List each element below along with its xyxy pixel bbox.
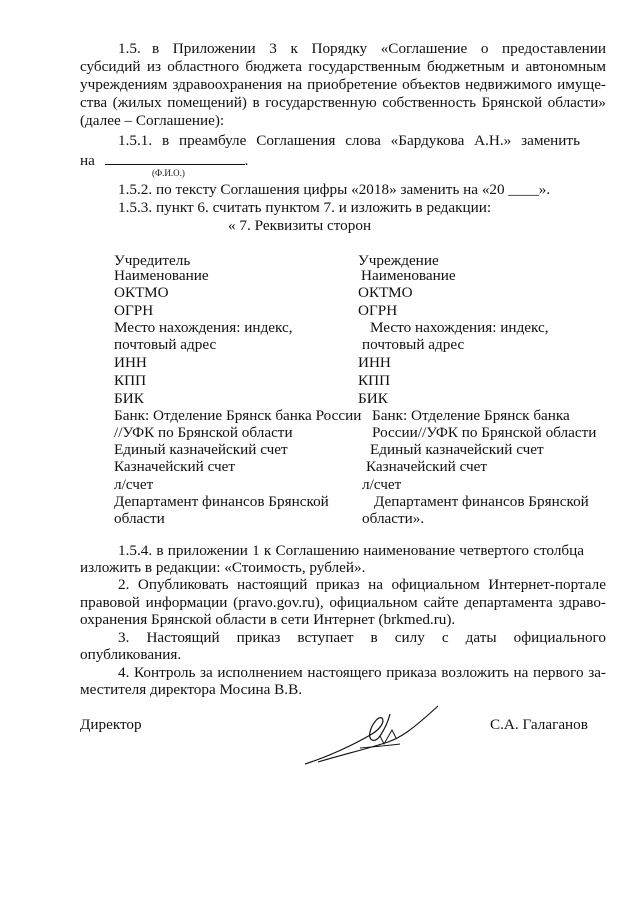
founder-treasury-account: Единый казначейский счет <box>114 441 288 458</box>
item-4-line-1: 4. Контроль за исполнением настоящего приказа возложить на первого за- <box>118 664 606 681</box>
institution-name: Наименование <box>361 267 456 284</box>
founder-personal-account: л/счет <box>114 476 154 493</box>
item-1-5-1-na: на <box>80 152 95 169</box>
institution-bank-2: России//УФК по Брянской области <box>372 424 597 441</box>
institution-ogrn: ОГРН <box>358 302 398 319</box>
item-1-5-2: 1.5.2. по тексту Соглашения цифры «2018» заменить на «20 ____». <box>118 181 551 198</box>
signature-role: Директор <box>80 716 142 733</box>
institution-kpp: КПП <box>358 372 391 389</box>
founder-inn: ИНН <box>114 354 147 371</box>
founder-department-1: Департамент финансов Брянской <box>114 493 329 510</box>
item-1-5-4-line-2: изложить в редакции: «Стоимость, рублей». <box>80 559 366 576</box>
institution-inn: ИНН <box>358 354 391 371</box>
founder-kpp: КПП <box>114 372 147 389</box>
item-1-5-1-end: . <box>244 152 249 169</box>
institution-bik: БИК <box>358 390 388 407</box>
founder-address-2: почтовый адрес <box>114 336 217 353</box>
item-2-line-2: правовой информации (pravo.gov.ru), официальном сайте департамента здраво- <box>80 594 606 611</box>
item-1-5-1-line-2 <box>80 151 248 169</box>
founder-bik: БИК <box>114 390 144 407</box>
institution-title: Учреждение <box>358 252 439 269</box>
item-1-5-number: 1.5. <box>118 40 141 57</box>
institution-treasury-account-2: Казначейский счет <box>366 458 488 475</box>
founder-ogrn: ОГРН <box>114 302 154 319</box>
fio-blank-line <box>105 151 245 165</box>
institution-address-1: Место нахождения: индекс, <box>370 319 549 336</box>
item-3-line-1: 3. Настоящий приказ вступает в силу с даты официального <box>118 629 606 646</box>
institution-bank-1: Банк: Отделение Брянск банка <box>372 407 570 424</box>
founder-bank-2: //УФК по Брянской области <box>114 424 293 441</box>
item-1-5-line-2: субсидий из областного бюджета государственным бюджетным и автономным <box>80 58 606 75</box>
item-1-5-line-5: (далее – Соглашение): <box>80 112 225 129</box>
item-2-line-3: охранения Брянской области в сети Интернет (brkmed.ru). <box>80 611 456 628</box>
item-2-line-1: 2. Опубликовать настоящий приказ на официальном Интернет-портале <box>118 576 606 593</box>
item-1-5-3: 1.5.3. пункт 6. считать пунктом 7. и изложить в редакции: <box>118 199 492 216</box>
founder-oktmo: ОКТМО <box>114 284 169 301</box>
item-1-5-line-1: в Приложении 3 к Порядку «Соглашение о предоставлении <box>152 40 606 57</box>
founder-bank-1: Банк: Отделение Брянск банка России <box>114 407 362 424</box>
founder-treasury-account-2: Казначейский счет <box>114 458 236 475</box>
signature-name: С.А. Галаганов <box>490 716 588 733</box>
institution-oktmo: ОКТМО <box>358 284 413 301</box>
institution-department-2: области». <box>362 510 425 527</box>
founder-title: Учредитель <box>114 252 191 269</box>
institution-address-2: почтовый адрес <box>362 336 465 353</box>
founder-name: Наименование <box>114 267 209 284</box>
fio-caption: (Ф.И.О.) <box>152 168 185 178</box>
item-3-line-2: опубликования. <box>80 646 182 663</box>
handwritten-signature <box>300 700 450 770</box>
item-4-line-2: местителя директора Мосина В.В. <box>80 681 302 698</box>
founder-department-2: области <box>114 510 165 527</box>
institution-department-1: Департамент финансов Брянской <box>374 493 589 510</box>
founder-address-1: Место нахождения: индекс, <box>114 319 293 336</box>
institution-treasury-account: Единый казначейский счет <box>370 441 544 458</box>
item-1-5-4-line-1: 1.5.4. в приложении 1 к Соглашению наименование четвертого столбца <box>118 542 584 559</box>
institution-personal-account: л/счет <box>362 476 402 493</box>
item-1-5-1-line-1: 1.5.1. в преамбуле Соглашения слова «Бардукова А.Н.» заменить <box>118 132 580 149</box>
requisites-title: « 7. Реквизиты сторон <box>228 217 372 234</box>
item-1-5-line-3: учреждениям здравоохранения на приобретение объектов недвижимого имуще- <box>80 76 606 93</box>
item-1-5-line-4: ства (жилых помещений) в государственную собственность Брянской области» <box>80 94 606 111</box>
